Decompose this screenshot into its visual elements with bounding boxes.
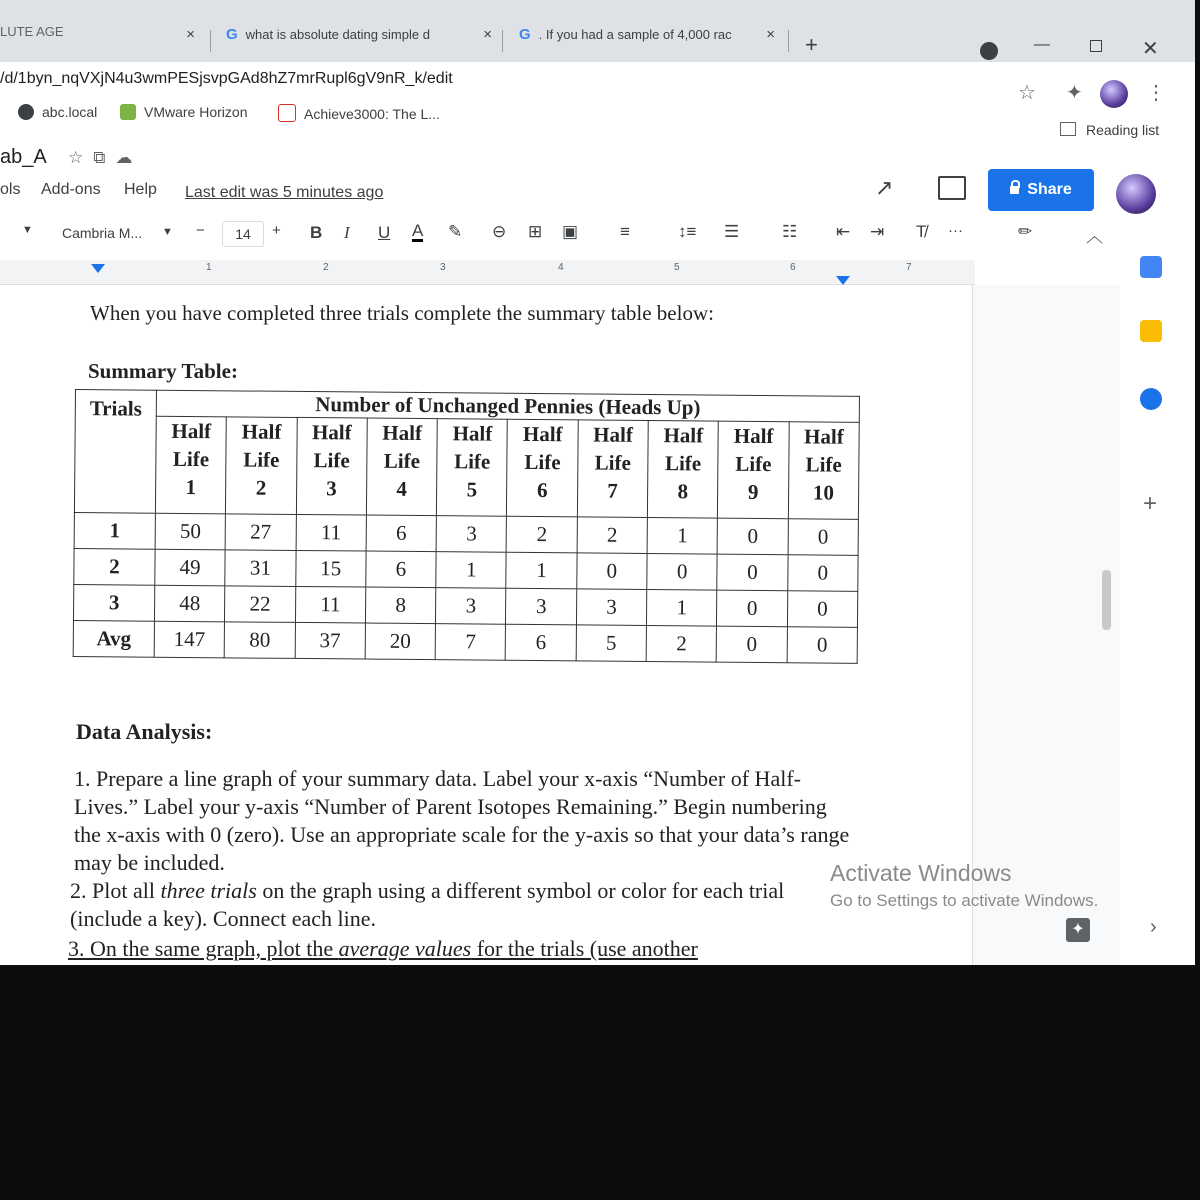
table-cell[interactable]: 27	[225, 514, 296, 551]
intro-text: When you have completed three trials complete the summary table below:	[90, 301, 714, 325]
item-text: 2. Plot all	[70, 878, 161, 903]
table-cell[interactable]: 0	[787, 555, 858, 592]
row-label[interactable]: Avg	[73, 620, 154, 657]
header-line: Half	[733, 423, 774, 449]
half-life-column-header	[366, 418, 437, 516]
tab-1[interactable]	[0, 18, 205, 58]
item-text: 3. On the same graph, plot the	[68, 936, 339, 961]
right-indent-marker[interactable]	[836, 276, 850, 285]
explore-icon[interactable]: ✦	[1066, 918, 1090, 942]
globe-icon	[18, 104, 34, 120]
close-icon[interactable]: ×	[483, 26, 492, 43]
doc-title[interactable]: ab_A	[0, 146, 47, 168]
calendar-icon[interactable]	[1140, 256, 1162, 278]
increase-indent-icon[interactable]: ⇥	[870, 222, 885, 241]
table-row	[73, 620, 857, 663]
table-cell[interactable]: 7	[435, 624, 506, 661]
tab-2[interactable]	[212, 18, 502, 58]
table-cell[interactable]: 0	[787, 591, 858, 628]
italic-button[interactable]: I	[344, 223, 350, 242]
bookmark-label: abc.local	[42, 104, 98, 120]
table-cell[interactable]: 0	[647, 553, 718, 590]
header-line: 9	[747, 479, 759, 504]
row-label[interactable]: 2	[74, 548, 155, 585]
header-line: 2	[255, 475, 267, 500]
summary-table	[73, 389, 860, 664]
table-cell[interactable]: 3	[576, 589, 647, 626]
add-addon-icon[interactable]: +	[1143, 490, 1158, 517]
bookmarks-bar	[0, 100, 1195, 130]
header-line: Life	[594, 450, 631, 475]
table-cell[interactable]: 15	[295, 550, 366, 587]
table-cell[interactable]: 1	[436, 552, 507, 589]
table-cell[interactable]: 6	[366, 551, 437, 588]
minimize-icon[interactable]: —	[1034, 36, 1050, 53]
align-icon[interactable]: ≡	[620, 222, 630, 241]
table-cell[interactable]: 2	[507, 516, 578, 553]
ruler-number: 2	[323, 262, 329, 273]
activate-title: Activate Windows	[830, 860, 1012, 886]
header-line: Half	[241, 419, 282, 444]
row-label[interactable]: 3	[73, 584, 154, 621]
table-cell[interactable]: 6	[366, 515, 437, 552]
link-icon[interactable]: ⊖	[492, 222, 507, 241]
ruler-number: 6	[790, 262, 796, 273]
table-cell[interactable]: 2	[577, 517, 648, 554]
tab-title: . If you had a sample of 4,000 rac	[538, 27, 732, 42]
reading-list-label: Reading list	[1086, 122, 1160, 138]
ruler-number: 3	[440, 262, 446, 273]
url-text[interactable]: /d/1byn_nqVXjN4u3wmPESjsvpGAd8hZ7mrRupl6gV9nR_k/edit	[0, 70, 453, 87]
table-cell[interactable]: 0	[717, 590, 788, 627]
table-cell[interactable]: 1	[506, 552, 577, 589]
checklist-icon[interactable]: ☰	[724, 222, 740, 241]
table-cell[interactable]: 49	[155, 549, 226, 586]
activity-trend-icon[interactable]: ↗	[875, 175, 894, 200]
reading-list-icon	[1060, 122, 1076, 136]
header-line: 4	[396, 476, 408, 501]
kebab-menu-icon[interactable]: ⋮	[1146, 82, 1166, 104]
tab-3[interactable]	[505, 18, 785, 58]
side-panel	[1120, 240, 1195, 965]
tab-separator	[210, 30, 211, 52]
header-line: Life	[313, 448, 350, 473]
summary-title: Summary Table:	[88, 359, 238, 383]
comment-add-icon[interactable]: ⊞	[528, 222, 543, 241]
header-line: Half	[311, 420, 352, 445]
header-line: 10	[812, 480, 835, 505]
header-line: Life	[383, 448, 421, 474]
tab-title: what is absolute dating simple d	[245, 27, 430, 42]
tasks-icon[interactable]	[1140, 388, 1162, 410]
table-cell[interactable]: 48	[154, 585, 225, 622]
group-header: Number of Unchanged Pennies (Heads Up)	[156, 390, 859, 422]
table-cell[interactable]: 3	[436, 516, 507, 553]
header-line: Life	[664, 451, 702, 476]
half-life-column-header	[226, 417, 297, 515]
menu-addons[interactable]: Add-ons	[41, 181, 101, 198]
half-life-column-header	[718, 421, 789, 519]
vmware-icon	[120, 104, 136, 120]
line-spacing-icon[interactable]: ↕≡	[678, 222, 697, 241]
lock-icon	[1010, 186, 1019, 194]
keep-icon[interactable]	[1140, 320, 1162, 342]
reading-list-button[interactable]	[1060, 122, 1159, 138]
tab-strip	[0, 0, 1195, 62]
font-family-select[interactable]: Cambria M...	[62, 225, 143, 241]
decrease-indent-icon[interactable]: ⇤	[836, 222, 851, 241]
bullet-list-icon[interactable]: ☷	[782, 222, 798, 241]
row-label[interactable]: 1	[74, 512, 155, 549]
half-life-column-header	[437, 419, 508, 517]
star-icon[interactable]: ☆	[1018, 82, 1036, 104]
table-cell[interactable]: 8	[365, 587, 436, 624]
bookmark-label: VMware Horizon	[144, 104, 248, 120]
text-color-button[interactable]: A	[412, 221, 424, 240]
header-line: Half	[171, 418, 212, 444]
ruler-number: 5	[674, 262, 680, 273]
collapse-chevron-icon[interactable]: ︿	[1086, 227, 1103, 246]
document-page[interactable]	[0, 285, 973, 965]
half-life-column-header	[788, 422, 859, 520]
image-icon[interactable]: ▣	[562, 222, 579, 241]
activate-windows-watermark	[830, 860, 1098, 911]
ruler-number: 1	[206, 262, 212, 273]
header-line: Life	[524, 449, 561, 475]
header-line: Life	[805, 452, 842, 477]
table-cell[interactable]: 5	[576, 625, 647, 662]
header-line: Life	[243, 447, 280, 472]
item-text: for the trials (use another	[471, 936, 698, 961]
clear-format-icon[interactable]: T̸	[916, 222, 927, 241]
analysis-title: Data Analysis:	[76, 719, 213, 744]
table-cell[interactable]: 2	[646, 625, 717, 662]
table-cell[interactable]: 1	[647, 589, 718, 626]
google-icon: G	[519, 26, 531, 43]
bookmark-achieve3000[interactable]	[278, 104, 440, 122]
address-bar[interactable]	[0, 62, 1195, 102]
title-icons	[68, 148, 142, 168]
extensions-icon[interactable]: ✦	[1066, 82, 1083, 104]
cloud-icon[interactable]: ☁	[115, 148, 143, 167]
item-emphasis: three trials	[160, 878, 257, 903]
more-button[interactable]: ···	[948, 222, 963, 239]
user-avatar[interactable]	[1116, 174, 1156, 214]
header-line: Half	[593, 422, 633, 447]
achieve-icon	[278, 104, 296, 122]
table-cell[interactable]: 80	[224, 622, 295, 659]
tab-title: LUTE AGE	[0, 24, 64, 39]
half-life-column-header	[507, 419, 578, 517]
header-line: Half	[382, 420, 423, 446]
bookmark-abclocal[interactable]	[18, 104, 97, 120]
increase-font-button[interactable]: +	[272, 222, 281, 239]
table-cell[interactable]: 0	[717, 518, 788, 555]
header-line: 1	[185, 474, 197, 500]
header-line: Half	[663, 423, 704, 448]
highlight-icon[interactable]: ✎	[448, 222, 463, 241]
analysis-item-1: 1. Prepare a line graph of your summary data. Label your x-axis “Number of Half-Lives.” Label your y-axis “Number of Parent Isotopes Remaining.” Begin numbering the x-axis with 0 (zero). Use an appropriate scale for the y-axis so that your data’s range may be included.	[74, 766, 850, 875]
half-life-column-header	[647, 421, 718, 519]
profile-menu-icon[interactable]	[980, 42, 998, 60]
left-indent-marker[interactable]	[91, 264, 105, 273]
editing-mode-icon[interactable]: ✏	[1018, 222, 1033, 241]
move-icon[interactable]: ⧉	[93, 148, 116, 167]
restore-icon[interactable]	[1090, 40, 1102, 52]
decrease-font-button[interactable]: −	[196, 222, 205, 239]
scrollbar[interactable]	[1102, 570, 1111, 630]
table-cell[interactable]: 0	[788, 519, 859, 556]
trials-header: Trials	[74, 390, 156, 514]
ruler-number: 4	[558, 262, 564, 273]
window-close-icon[interactable]: ✕	[1142, 38, 1159, 60]
close-icon[interactable]: ×	[766, 26, 775, 43]
analysis-item-2	[70, 877, 850, 933]
font-size-input[interactable]: 14	[222, 221, 264, 247]
half-life-column-header	[296, 417, 367, 515]
ruler-number: 7	[906, 262, 912, 273]
table-cell[interactable]: 1	[647, 518, 718, 555]
table-cell[interactable]: 147	[154, 621, 225, 658]
half-life-column-header	[577, 420, 648, 518]
new-tab-button[interactable]: +	[805, 32, 818, 57]
table-cell[interactable]: 11	[296, 514, 367, 551]
header-line: 5	[466, 477, 478, 502]
close-icon[interactable]: ×	[186, 26, 195, 43]
dropdown-arrow-icon[interactable]: ▼	[22, 224, 33, 236]
chevron-right-icon[interactable]: ›	[1150, 916, 1157, 938]
header-line: Half	[522, 421, 563, 447]
activate-subtitle: Go to Settings to activate Windows.	[830, 891, 1099, 910]
table-cell[interactable]: 3	[506, 588, 577, 625]
ruler[interactable]	[0, 260, 975, 285]
table-cell[interactable]: 0	[577, 553, 648, 590]
analysis-item-3	[68, 935, 848, 963]
menu-help[interactable]: Help	[124, 181, 157, 198]
star-icon[interactable]: ☆	[68, 148, 94, 167]
share-button[interactable]	[988, 169, 1094, 211]
bookmark-vmware[interactable]	[120, 104, 247, 120]
table-cell[interactable]: 50	[155, 513, 226, 550]
table-cell[interactable]: 6	[506, 624, 577, 661]
item-emphasis: average values	[338, 936, 472, 961]
table-cell[interactable]: 31	[225, 550, 296, 587]
google-icon: G	[226, 26, 238, 43]
bookmark-label: Achieve3000: The L...	[304, 106, 440, 122]
table-cell[interactable]: 0	[717, 626, 788, 663]
underline-button[interactable]: U	[378, 223, 391, 242]
header-line: Life	[735, 451, 772, 477]
tab-separator	[788, 30, 789, 52]
header-line: Life	[172, 446, 210, 472]
header-line: 6	[536, 478, 548, 503]
header-line: 7	[607, 478, 618, 503]
header-line: Life	[454, 449, 491, 474]
table-cell[interactable]: 0	[717, 554, 788, 591]
tab-separator	[502, 30, 503, 52]
header-line: 8	[677, 479, 689, 504]
header-line: Half	[452, 421, 493, 446]
last-edit-link[interactable]: Last edit was 5 minutes ago	[185, 184, 384, 201]
table-cell[interactable]: 3	[436, 588, 507, 625]
table-cell[interactable]: 0	[787, 627, 858, 664]
header-line: Half	[804, 424, 844, 449]
table-cell[interactable]: 20	[365, 623, 436, 660]
header-line: 3	[326, 476, 337, 501]
menu-tools[interactable]: ols	[0, 181, 21, 198]
comment-icon[interactable]	[938, 176, 966, 200]
formatting-toolbar	[0, 220, 1120, 256]
table-cell[interactable]: 11	[295, 586, 366, 623]
bold-button[interactable]: B	[310, 223, 323, 242]
chevron-down-icon[interactable]: ▼	[162, 226, 173, 238]
half-life-column-header	[155, 416, 226, 514]
table-cell[interactable]: 22	[225, 586, 296, 623]
table-cell[interactable]: 37	[295, 622, 366, 659]
item-text: on the graph using a different symbol or color for each trial (include a key). Connect each line.	[70, 878, 785, 931]
share-label: Share	[1027, 181, 1072, 198]
